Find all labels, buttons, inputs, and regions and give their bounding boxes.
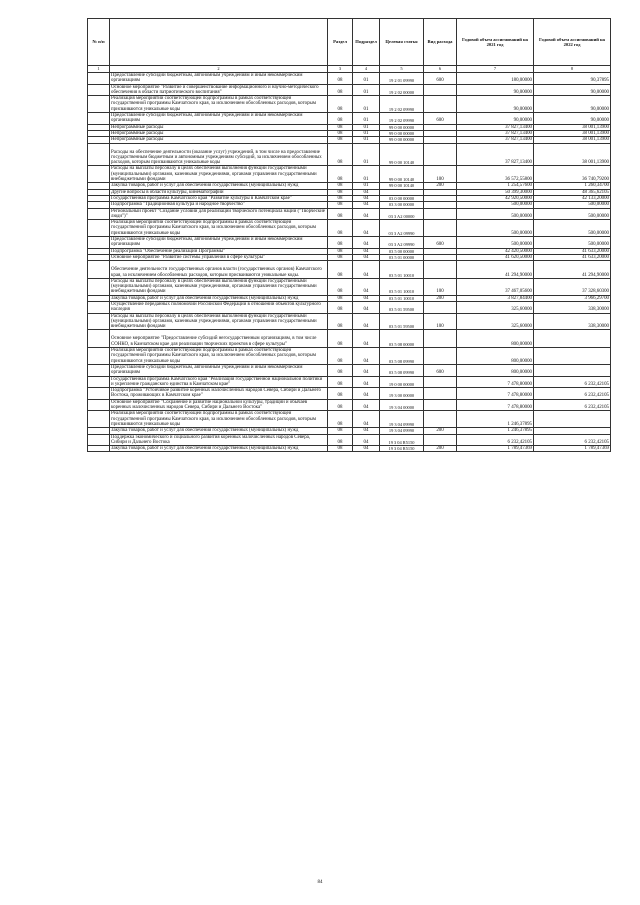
- row-2022-cell: 37 328,60300: [534, 278, 611, 295]
- row-expense-type-cell: [424, 208, 457, 220]
- row-2022-cell: 36 740,79200: [534, 166, 611, 183]
- row-name-cell: Подпрограмма "Обеспечение реализации Программы": [110, 248, 328, 254]
- row-2022-cell: 42 133,20000: [534, 195, 611, 201]
- row-2022-cell: 48 365,62105: [534, 189, 611, 195]
- row-num-cell: [88, 220, 110, 237]
- row-num-cell: [88, 278, 110, 295]
- row-name-cell: Предоставление субсидий бюджетным, автономным учреждениям и иным некоммерческим организациям: [110, 364, 328, 376]
- row-2022-cell: 38 001,13900: [534, 130, 611, 136]
- row-podrazdel-cell: 04: [353, 195, 380, 201]
- row-2021-cell: 800,00000: [457, 330, 534, 348]
- row-razdel-cell: 08: [328, 364, 353, 376]
- row-expense-type-cell: 100: [424, 313, 457, 330]
- table-row: [88, 301, 611, 313]
- row-name-cell: Расходы на выплаты персоналу в целях обеспечения выполнения функций государственными (муниципальными) органами, казенными учреждениями, органами управления государственными внебюджетными фондами: [110, 166, 328, 183]
- row-name-cell: Реализация мероприятий соответствующей подпрограммы в рамках соответствующей государственной программы Камчатского края, за исключением обособленных расходов, которым присваиваются уникальные коды: [110, 411, 328, 428]
- header-2021: Годовой объем ассигнований на 2021 год: [457, 19, 534, 66]
- row-razdel-cell: 08: [328, 301, 353, 313]
- row-name-cell: Основное мероприятие "Развитие системы управления в сфере культуры": [110, 254, 328, 260]
- header-2022: Годовой объем ассигнований на 2022 год: [534, 19, 611, 66]
- table-row: [88, 220, 611, 237]
- table-row: [88, 411, 611, 428]
- row-expense-type-cell: 600: [424, 73, 457, 85]
- row-name-cell: Предоставление субсидий бюджетным, автономным учреждениям и иным некоммерческим организациям: [110, 237, 328, 249]
- row-target-article-cell: 03 0 00 00000: [380, 195, 424, 201]
- row-razdel-cell: 08: [328, 248, 353, 254]
- row-2021-cell: 7 478,80000: [457, 376, 534, 388]
- row-2021-cell: 42 920,50000: [457, 195, 534, 201]
- row-name-cell: Закупка товаров, работ и услуг для обеспечения государственных (муниципальных) нужд: [110, 183, 328, 189]
- table-row: [88, 434, 611, 446]
- row-expense-type-cell: [424, 301, 457, 313]
- row-podrazdel-cell: 04: [353, 376, 380, 388]
- row-name-cell: Основное мероприятие "Развитие и совершенствование информационного и научно-методического обеспечения в области патриотического воспитания": [110, 84, 328, 96]
- row-num-cell: [88, 143, 110, 166]
- table-row: [88, 330, 611, 348]
- table-header-row: [88, 19, 611, 66]
- row-razdel-cell: 08: [328, 399, 353, 411]
- row-2021-cell: 800,00000: [457, 348, 534, 365]
- row-2021-cell: 42 420,50000: [457, 248, 534, 254]
- table-row: [88, 388, 611, 400]
- row-2022-cell: 6 232,42105: [534, 434, 611, 446]
- row-num-cell: [88, 364, 110, 376]
- row-2021-cell: 6 232,42105: [457, 434, 534, 446]
- row-name-cell: Основное мероприятие "Предоставление субсидий негосударственным организациям, в том числе СОНКО, в Камчатском крае для реализации творческих проектов в сфере культуры": [110, 330, 328, 348]
- col-number: 3: [328, 66, 353, 73]
- row-expense-type-cell: [424, 411, 457, 428]
- row-podrazdel-cell: 04: [353, 364, 380, 376]
- row-2022-cell: 38 001,13900: [534, 124, 611, 130]
- row-num-cell: [88, 330, 110, 348]
- row-razdel-cell: 08: [328, 166, 353, 183]
- row-razdel-cell: 08: [328, 113, 353, 125]
- row-podrazdel-cell: 01: [353, 143, 380, 166]
- row-expense-type-cell: [424, 261, 457, 279]
- row-podrazdel-cell: 01: [353, 124, 380, 130]
- row-razdel-cell: 08: [328, 376, 353, 388]
- row-name-cell: Расходы на выплаты персоналу в целях обеспечения выполнения функций государственными (муниципальными) органами, казенными учреждениями, органами управления государственными внебюджетными фондами: [110, 278, 328, 295]
- row-2022-cell: 90,00000: [534, 96, 611, 113]
- row-2021-cell: 41 294,90000: [457, 261, 534, 279]
- row-num-cell: [88, 261, 110, 279]
- row-name-cell: Государственная программа Камчатского края "Реализация государственной национальной политики и укрепление гражданского единства в Камчатском крае": [110, 376, 328, 388]
- row-razdel-cell: 08: [328, 411, 353, 428]
- table-row: [88, 143, 611, 166]
- row-podrazdel-cell: 04: [353, 411, 380, 428]
- row-expense-type-cell: 100: [424, 166, 457, 183]
- row-target-article-cell: 19 3 04 00000: [380, 399, 424, 411]
- row-podrazdel-cell: 01: [353, 137, 380, 143]
- row-2022-cell: 41 294,90000: [534, 261, 611, 279]
- row-2022-cell: 1 789,47369: [534, 446, 611, 452]
- row-razdel-cell: 08: [328, 313, 353, 330]
- row-name-cell: Расходы на выплаты персоналу в целях обеспечения выполнения функций государственными (муниципальными) органами, казенными учреждениями, органами управления государственными внебюджетными фондами: [110, 313, 328, 330]
- row-2021-cell: 800,00000: [457, 364, 534, 376]
- row-target-article-cell: 19 2 01 09990: [380, 73, 424, 85]
- row-podrazdel-cell: 04: [353, 248, 380, 254]
- row-2022-cell: 500,00000: [534, 220, 611, 237]
- col-number: 1: [88, 66, 110, 73]
- row-2021-cell: 500,00000: [457, 237, 534, 249]
- table-row: [88, 73, 611, 85]
- row-razdel-cell: 08: [328, 96, 353, 113]
- row-num-cell: [88, 84, 110, 96]
- header-expense-type: Вид расхода: [424, 19, 457, 66]
- row-target-article-cell: 99 0 00 00000: [380, 130, 424, 136]
- table-row: [88, 313, 611, 330]
- row-num-cell: [88, 237, 110, 249]
- row-razdel-cell: 08: [328, 388, 353, 400]
- row-razdel-cell: 08: [328, 124, 353, 130]
- row-2021-cell: 37 827,13400: [457, 137, 534, 143]
- row-expense-type-cell: [424, 330, 457, 348]
- row-name-cell: Непрограммные расходы: [110, 124, 328, 130]
- table-row: [88, 96, 611, 113]
- row-name-cell: Подпрограмма "Устойчивое развитие коренных малочисленных народов Севера, Сибири и Дальнего Востока, проживающих в Камчатском крае": [110, 388, 328, 400]
- col-number: 7: [457, 66, 534, 73]
- row-podrazdel-cell: 04: [353, 220, 380, 237]
- row-name-cell: Региональный проект "Создание условий для реализации творческого потенциала нации ("Творческие люди")": [110, 208, 328, 220]
- table-body: [88, 73, 611, 452]
- row-target-article-cell: 03 5 01 10010: [380, 261, 424, 279]
- row-expense-type-cell: [424, 96, 457, 113]
- row-name-cell: Реализация мероприятий соответствующей подпрограммы в рамках соответствующей государственной программы Камчатского края, за исключением обособленных расходов, которым присваиваются уникальные коды: [110, 96, 328, 113]
- row-podrazdel-cell: 04: [353, 301, 380, 313]
- row-2022-cell: 6 232,42105: [534, 388, 611, 400]
- row-razdel-cell: 08: [328, 195, 353, 201]
- row-2021-cell: 36 572,55800: [457, 166, 534, 183]
- row-name-cell: Государственная программа Камчатского края "Развитие культуры в Камчатском крае": [110, 195, 328, 201]
- row-podrazdel-cell: 04: [353, 208, 380, 220]
- budget-document: [87, 18, 610, 452]
- table-row: [88, 376, 611, 388]
- row-razdel-cell: 08: [328, 183, 353, 189]
- row-podrazdel-cell: 04: [353, 278, 380, 295]
- row-target-article-cell: 19 2 02 09990: [380, 96, 424, 113]
- row-2022-cell: 338,30000: [534, 301, 611, 313]
- row-razdel-cell: 08: [328, 137, 353, 143]
- row-podrazdel-cell: 01: [353, 73, 380, 85]
- table-row: [88, 113, 611, 125]
- row-name-cell: Непрограммные расходы: [110, 137, 328, 143]
- row-name-cell: Закупка товаров, работ и услуг для обеспечения государственных (муниципальных) нужд: [110, 446, 328, 452]
- row-num-cell: [88, 399, 110, 411]
- row-target-article-cell: 03 5 08 09990: [380, 348, 424, 365]
- row-podrazdel-cell: 04: [353, 428, 380, 434]
- row-podrazdel-cell: 01: [353, 183, 380, 189]
- row-2022-cell: [534, 411, 611, 428]
- page-number: 84: [317, 880, 323, 885]
- row-name-cell: Другие вопросы в области культуры, кинематографии: [110, 189, 328, 195]
- header-name: [110, 19, 328, 66]
- row-2022-cell: 500,00000: [534, 237, 611, 249]
- row-2021-cell: 90,00000: [457, 113, 534, 125]
- col-number: 4: [353, 66, 380, 73]
- row-podrazdel-cell: 04: [353, 261, 380, 279]
- row-2022-cell: 90,00000: [534, 113, 611, 125]
- row-num-cell: [88, 73, 110, 85]
- row-razdel-cell: 08: [328, 208, 353, 220]
- header-num: № п/п: [88, 19, 110, 66]
- row-2021-cell: 1 246,37895: [457, 411, 534, 428]
- row-2022-cell: 338,30000: [534, 313, 611, 330]
- table-row: [88, 208, 611, 220]
- row-num-cell: [88, 376, 110, 388]
- row-2021-cell: 50 399,30000: [457, 189, 534, 195]
- row-num-cell: [88, 434, 110, 446]
- row-podrazdel-cell: 04: [353, 330, 380, 348]
- row-2021-cell: 1 254,57600: [457, 183, 534, 189]
- row-target-article-cell: 99 0 00 10140: [380, 143, 424, 166]
- row-2022-cell: [534, 348, 611, 365]
- row-podrazdel-cell: 04: [353, 446, 380, 452]
- row-name-cell: Предоставление субсидий бюджетным, автономным учреждениям и иным некоммерческим организациям: [110, 113, 328, 125]
- row-target-article-cell: 03 5 01 00000: [380, 254, 424, 260]
- row-razdel-cell: 08: [328, 143, 353, 166]
- row-podrazdel-cell: 04: [353, 399, 380, 411]
- row-num-cell: [88, 166, 110, 183]
- budget-table: [87, 18, 611, 452]
- row-expense-type-cell: 600: [424, 364, 457, 376]
- row-podrazdel-cell: 04: [353, 313, 380, 330]
- row-target-article-cell: 99 0 00 10140: [380, 183, 424, 189]
- row-2022-cell: 90,37895: [534, 73, 611, 85]
- row-2022-cell: 90,00000: [534, 84, 611, 96]
- row-podrazdel-cell: 01: [353, 96, 380, 113]
- row-expense-type-cell: [424, 376, 457, 388]
- row-podrazdel-cell: 01: [353, 130, 380, 136]
- row-razdel-cell: 08: [328, 446, 353, 452]
- row-podrazdel-cell: 04: [353, 434, 380, 446]
- row-target-article-cell: 03 5 01 10010: [380, 295, 424, 301]
- row-2021-cell: 37 467,05600: [457, 278, 534, 295]
- header-razdel: Раздел: [328, 19, 353, 66]
- row-target-article-cell: 19 3 04 09990: [380, 428, 424, 434]
- row-num-cell: [88, 313, 110, 330]
- row-podrazdel-cell: 04: [353, 348, 380, 365]
- row-2021-cell: 500,00000: [457, 220, 534, 237]
- row-expense-type-cell: [424, 220, 457, 237]
- row-razdel-cell: 08: [328, 130, 353, 136]
- row-2021-cell: 1 246,37895: [457, 428, 534, 434]
- row-expense-type-cell: [424, 143, 457, 166]
- row-podrazdel-cell: 04: [353, 189, 380, 195]
- row-target-article-cell: 03 5 08 00000: [380, 330, 424, 348]
- row-razdel-cell: 08: [328, 220, 353, 237]
- row-2021-cell: 325,60000: [457, 301, 534, 313]
- row-razdel-cell: 08: [328, 84, 353, 96]
- row-2021-cell: 3 827,84400: [457, 295, 534, 301]
- row-podrazdel-cell: 01: [353, 84, 380, 96]
- header-target-article: Целевая статья: [380, 19, 424, 66]
- row-num-cell: [88, 388, 110, 400]
- row-num-cell: [88, 411, 110, 428]
- row-target-article-cell: 19 3 04 09990: [380, 411, 424, 428]
- row-name-cell: Реализация мероприятий соответствующей подпрограммы в рамках соответствующей государственной программы Камчатского края, за исключением обособленных расходов, которым присваиваются уникальные коды: [110, 348, 328, 365]
- row-podrazdel-cell: 04: [353, 202, 380, 208]
- col-number: 2: [110, 66, 328, 73]
- row-podrazdel-cell: 04: [353, 237, 380, 249]
- col-number: 8: [534, 66, 611, 73]
- column-number-row: [88, 66, 611, 73]
- row-podrazdel-cell: 04: [353, 388, 380, 400]
- row-name-cell: Подпрограмма "Традиционная культура и народное творчество": [110, 202, 328, 208]
- row-target-article-cell: 19 0 00 00000: [380, 376, 424, 388]
- row-num-cell: [88, 348, 110, 365]
- row-num-cell: [88, 113, 110, 125]
- row-target-article-cell: 19 3 00 00000: [380, 388, 424, 400]
- row-name-cell: Обеспечение деятельности государственных органов власти (государственных органов) Камчатского края, за исключением обособленных расходов, которым присваиваются уникальные коды.: [110, 261, 328, 279]
- row-target-article-cell: 03 5 01 59500: [380, 313, 424, 330]
- row-2022-cell: 41 633,20000: [534, 254, 611, 260]
- row-2022-cell: 41 633,20000: [534, 248, 611, 254]
- row-2021-cell: 500,00000: [457, 208, 534, 220]
- col-number: 5: [380, 66, 424, 73]
- row-target-article-cell: 03 5 01 59500: [380, 301, 424, 313]
- row-2021-cell: 41 620,50000: [457, 254, 534, 260]
- table-row: [88, 237, 611, 249]
- row-target-article-cell: 03 3 00 00000: [380, 202, 424, 208]
- row-2022-cell: 1 260,34700: [534, 183, 611, 189]
- row-num-cell: [88, 96, 110, 113]
- row-target-article-cell: 19 3 04 R5150: [380, 446, 424, 452]
- row-name-cell: Расходы на обеспечение деятельности (оказание услуг) учреждений, в том числе на предоставление государственным бюджетным и автономным учреждениям субсидий, за исключением обособленных расходов, которым присваиваются уникальные коды: [110, 143, 328, 166]
- row-2021-cell: 500,00000: [457, 202, 534, 208]
- row-expense-type-cell: 200: [424, 183, 457, 189]
- row-target-article-cell: 19 2 02 00000: [380, 84, 424, 96]
- row-2021-cell: 37 827,13400: [457, 130, 534, 136]
- row-razdel-cell: 08: [328, 254, 353, 260]
- row-razdel-cell: 08: [328, 189, 353, 195]
- row-razdel-cell: 08: [328, 330, 353, 348]
- row-name-cell: Непрограммные расходы: [110, 130, 328, 136]
- row-razdel-cell: 08: [328, 73, 353, 85]
- row-razdel-cell: 08: [328, 261, 353, 279]
- row-target-article-cell: 99 0 00 00000: [380, 137, 424, 143]
- row-num-cell: [88, 301, 110, 313]
- row-2022-cell: 3 966,29700: [534, 295, 611, 301]
- table-row: [88, 261, 611, 279]
- row-2022-cell: 6 232,42105: [534, 376, 611, 388]
- row-expense-type-cell: [424, 84, 457, 96]
- row-target-article-cell: 03 3 A2 09990: [380, 237, 424, 249]
- row-podrazdel-cell: 04: [353, 295, 380, 301]
- row-2021-cell: 37 827,13400: [457, 124, 534, 130]
- row-2022-cell: 38 001,13900: [534, 137, 611, 143]
- row-2021-cell: 7 478,80000: [457, 399, 534, 411]
- row-expense-type-cell: [424, 388, 457, 400]
- row-razdel-cell: 08: [328, 237, 353, 249]
- row-expense-type-cell: 100: [424, 278, 457, 295]
- row-2021-cell: 180,00000: [457, 73, 534, 85]
- row-name-cell: Реализация мероприятий соответствующей подпрограммы в рамках соответствующей государственной программы Камчатского края, за исключением обособленных расходов, которым присваиваются уникальные коды: [110, 220, 328, 237]
- row-2022-cell: 6 232,42105: [534, 399, 611, 411]
- table-row: [88, 446, 611, 452]
- row-target-article-cell: 03 5 08 09990: [380, 364, 424, 376]
- row-target-article-cell: 03 3 A2 09990: [380, 220, 424, 237]
- row-expense-type-cell: [424, 348, 457, 365]
- row-expense-type-cell: 200: [424, 446, 457, 452]
- row-expense-type-cell: 200: [424, 428, 457, 434]
- table-row: [88, 166, 611, 183]
- row-2021-cell: 37 827,13400: [457, 143, 534, 166]
- table-row: [88, 84, 611, 96]
- row-num-cell: [88, 446, 110, 452]
- table-row: [88, 278, 611, 295]
- row-expense-type-cell: 600: [424, 113, 457, 125]
- row-razdel-cell: 08: [328, 278, 353, 295]
- table-row: [88, 348, 611, 365]
- table-row: [88, 364, 611, 376]
- row-2021-cell: 325,60000: [457, 313, 534, 330]
- row-razdel-cell: 08: [328, 434, 353, 446]
- col-number: 6: [424, 66, 457, 73]
- row-target-article-cell: 99 0 00 00000: [380, 124, 424, 130]
- row-2022-cell: 38 001,13900: [534, 143, 611, 166]
- row-razdel-cell: 08: [328, 202, 353, 208]
- table-row: [88, 399, 611, 411]
- row-2022-cell: [534, 330, 611, 348]
- row-name-cell: Поддержка экономического и социального развития коренных малочисленных народов Севера, Сибири и Дальнего Востока: [110, 434, 328, 446]
- row-name-cell: Основное мероприятие "Сохранение и развитие национальной культуры, традиций и обычаев коренных малочисленных народов Севера, Сибири и Дальнего Востока": [110, 399, 328, 411]
- row-podrazdel-cell: 01: [353, 113, 380, 125]
- row-name-cell: Закупка товаров, работ и услуг для обеспечения государственных (муниципальных) нужд: [110, 295, 328, 301]
- row-2021-cell: 7 478,80000: [457, 388, 534, 400]
- row-target-article-cell: 03 5 00 00000: [380, 248, 424, 254]
- row-name-cell: Осуществление переданных полномочий Российской Федерации в отношении объектов культурного наследия: [110, 301, 328, 313]
- row-name-cell: Закупка товаров, работ и услуг для обеспечения государственных (муниципальных) нужд: [110, 428, 328, 434]
- row-target-article-cell: 19 2 02 09990: [380, 113, 424, 125]
- row-razdel-cell: 08: [328, 348, 353, 365]
- row-expense-type-cell: [424, 434, 457, 446]
- row-target-article-cell: 03 3 A2 00000: [380, 208, 424, 220]
- row-2021-cell: 1 789,47369: [457, 446, 534, 452]
- row-2021-cell: 90,00000: [457, 96, 534, 113]
- row-target-article-cell: 19 3 04 R5150: [380, 434, 424, 446]
- row-2022-cell: 500,00000: [534, 202, 611, 208]
- row-expense-type-cell: [424, 399, 457, 411]
- row-target-article-cell: 03 5 01 10010: [380, 278, 424, 295]
- row-podrazdel-cell: 04: [353, 254, 380, 260]
- row-num-cell: [88, 208, 110, 220]
- row-expense-type-cell: 600: [424, 237, 457, 249]
- row-2022-cell: 500,00000: [534, 208, 611, 220]
- row-expense-type-cell: 200: [424, 295, 457, 301]
- row-2021-cell: 90,00000: [457, 84, 534, 96]
- row-target-article-cell: 99 0 00 10140: [380, 166, 424, 183]
- row-2022-cell: [534, 364, 611, 376]
- row-podrazdel-cell: 01: [353, 166, 380, 183]
- header-podrazdel: Подраздел: [353, 19, 380, 66]
- row-razdel-cell: 08: [328, 428, 353, 434]
- row-name-cell: Предоставление субсидий бюджетным, автономным учреждениям и иным некоммерческим организациям: [110, 73, 328, 85]
- row-razdel-cell: 08: [328, 295, 353, 301]
